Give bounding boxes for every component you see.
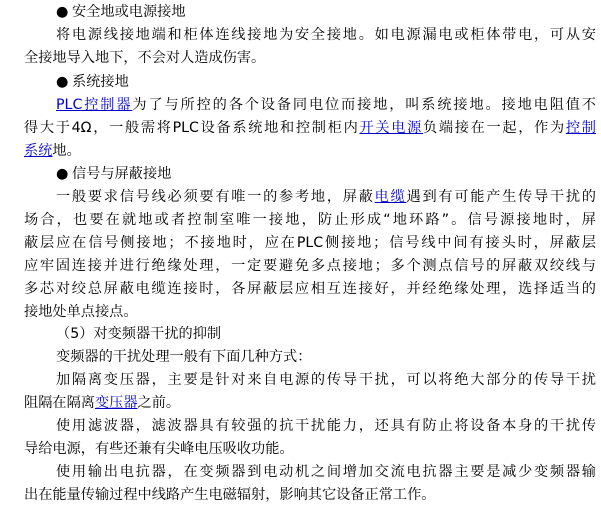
paragraph-line: 将电源线接地端和柜体连线接地为安全接地。如电源漏电或柜体带电，可从安 bbox=[56, 27, 596, 43]
paragraph-line: 接地处单点接点。 bbox=[24, 304, 138, 320]
bullet-icon: ● bbox=[56, 166, 69, 182]
paragraph-line: 使用输出电抗器，在变频器到电动机之间增加交流电抗器主要是减少变频器输 bbox=[56, 464, 596, 480]
link-switching-power-supply[interactable]: 开关电源 bbox=[359, 120, 423, 136]
paragraph-line: 场合，也要在就地或者控制室唯一接地，防止形成“地环路”。信号源接地时，屏 bbox=[24, 212, 596, 228]
bullet-icon: ● bbox=[56, 74, 69, 90]
paragraph-line: PLC控制器为了与所控的各个设备同电位而接地，叫系统接地。接地电阻值不 bbox=[56, 97, 596, 113]
bullet-heading-safety-ground: ● 安全地或电源接地 bbox=[56, 0, 356, 24]
link-plc-controller[interactable]: PLC控制器 bbox=[56, 97, 133, 113]
paragraph-line: 蔽层应在信号侧接地；不接地时，应在PLC侧接地；信号线中间有接头时，屏蔽层 bbox=[24, 235, 596, 251]
link-cable[interactable]: 电缆 bbox=[374, 189, 407, 205]
paragraph-line: 多芯对绞总屏蔽电缆连接时，各屏蔽层应相互连接好，并经绝缘处理，选择适当的 bbox=[24, 281, 596, 297]
paragraph-line: 阻隔在隔离变压器之前。 bbox=[24, 395, 181, 411]
bullet-icon: ● bbox=[56, 4, 69, 20]
paragraph-line: 使用滤波器，滤波器具有较强的抗干扰能力，还具有防止将设备本身的干扰传 bbox=[56, 418, 596, 434]
paragraph-line: 一般要求信号线必须要有唯一的参考地，屏蔽电缆遇到有可能产生传导干扰的 bbox=[56, 189, 596, 205]
paragraph-line: 加隔离变压器，主要是针对来自电源的传导干扰，可以将绝大部分的传导干扰 bbox=[56, 372, 596, 388]
paragraph-line: 系统地。 bbox=[24, 143, 81, 159]
paragraph-line: 全接地导入地下，不会对人造成伤害。 bbox=[24, 50, 266, 66]
paragraph-line: 得大于4Ω，一般需将PLC设备系统地和控制柜内开关电源负端接在一起，作为控制 bbox=[24, 120, 596, 136]
section-heading-vfd-interference: （5）对变频器干扰的抑制 bbox=[56, 326, 222, 342]
paragraph-line: 变频器的干扰处理一般有下面几种方式： bbox=[56, 349, 312, 365]
bullet-heading-system-ground: ● 系统接地 bbox=[56, 70, 356, 94]
link-transformer[interactable]: 变压器 bbox=[94, 395, 138, 411]
paragraph-line: 应牢固连接并进行绝缘处理，一定要避免多点接地；多个测点信号的屏蔽双绞线与 bbox=[24, 258, 596, 274]
link-control[interactable]: 控制 bbox=[565, 120, 596, 136]
bullet-heading-signal-shield-ground: ● 信号与屏蔽接地 bbox=[56, 162, 356, 186]
paragraph-line: 导给电源，有些还兼有尖峰电压吸收功能。 bbox=[24, 441, 294, 457]
link-system[interactable]: 系统 bbox=[24, 143, 53, 159]
paragraph-line: 出在能量传输过程中线路产生电磁辐射，影响其它设备正常工作。 bbox=[24, 487, 436, 503]
